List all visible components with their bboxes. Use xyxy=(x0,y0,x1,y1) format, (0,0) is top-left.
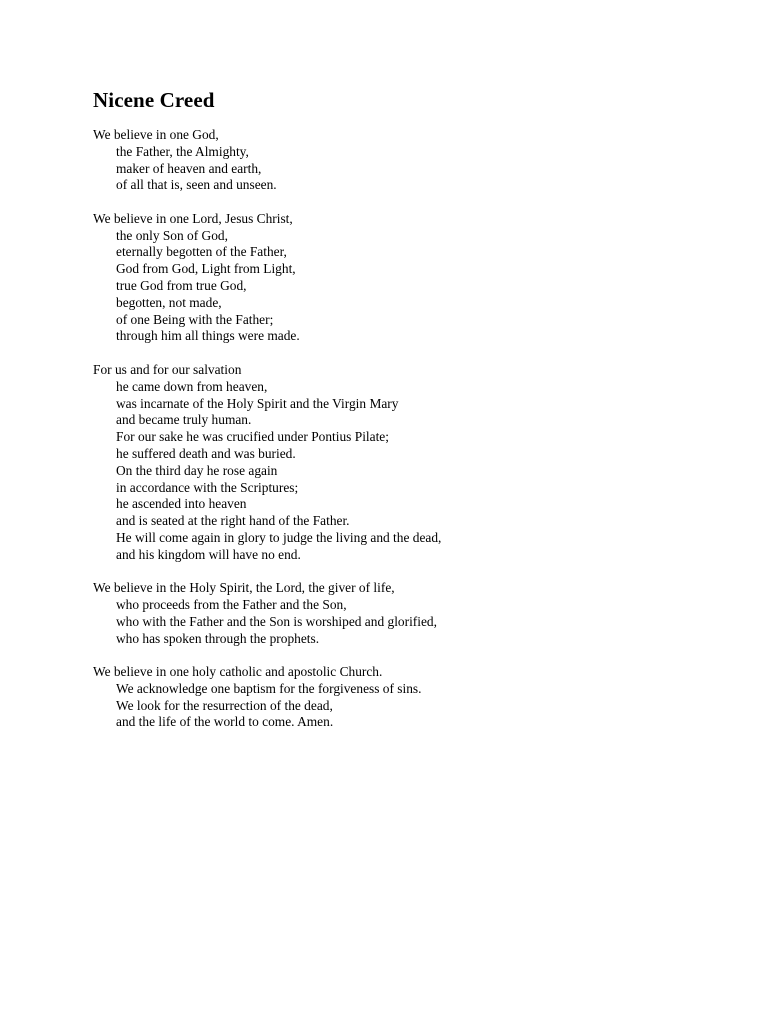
stanza-line: who has spoken through the prophets. xyxy=(116,630,320,646)
stanza-line: and is seated at the right hand of the Father. xyxy=(116,513,350,529)
stanza-line: was incarnate of the Holy Spirit and the Virgin Mary xyxy=(116,395,399,411)
stanza-line: We look for the resurrection of the dead, xyxy=(116,697,333,713)
stanza-line: in accordance with the Scriptures; xyxy=(116,479,299,495)
stanza-line: who proceeds from the Father and the Son, xyxy=(116,596,347,612)
stanza xyxy=(93,664,733,731)
stanza xyxy=(93,362,733,564)
stanza-lead-line: We believe in one Lord, Jesus Christ, xyxy=(93,210,293,226)
stanza-lead-line: We believe in one God, xyxy=(93,127,219,142)
stanza xyxy=(93,127,733,194)
stanza-line: of one Being with the Father; xyxy=(116,311,274,327)
stanza xyxy=(93,580,733,647)
stanza-line: He will come again in glory to judge the living and the dead, xyxy=(116,529,442,545)
stanza-line: For our sake he was crucified under Pontius Pilate; xyxy=(116,429,389,445)
stanza-line: through him all things were made. xyxy=(116,328,300,344)
stanza-line: of all that is, seen and unseen. xyxy=(116,177,277,193)
stanza-line: he came down from heaven, xyxy=(116,378,268,394)
stanza-line: eternally begotten of the Father, xyxy=(116,244,287,260)
stanza xyxy=(93,211,733,345)
stanza-line: true God from true God, xyxy=(116,278,247,294)
stanza-line: On the third day he rose again xyxy=(116,462,278,478)
document-page xyxy=(93,88,733,748)
stanza-line: maker of heaven and earth, xyxy=(116,160,262,176)
stanza-line: he suffered death and was buried. xyxy=(116,445,296,461)
stanza-line: he ascended into heaven xyxy=(116,496,247,512)
stanza-lead-line: We believe in one holy catholic and apostolic Church. xyxy=(93,664,383,680)
document-title: Nicene Creed xyxy=(93,88,215,112)
stanza-line: and became truly human. xyxy=(116,412,252,428)
stanza-line: begotten, not made, xyxy=(116,294,222,310)
stanza-lead-line: We believe in the Holy Spirit, the Lord, the giver of life, xyxy=(93,580,395,596)
stanza-line: and the life of the world to come. Amen. xyxy=(116,714,334,730)
stanza-line: the Father, the Almighty, xyxy=(116,143,249,159)
stanza-line: who with the Father and the Son is worshiped and glorified, xyxy=(116,613,437,629)
stanza-line: God from God, Light from Light, xyxy=(116,261,296,277)
stanza-line: the only Son of God, xyxy=(116,227,228,243)
stanza-line: We acknowledge one baptism for the forgiveness of sins. xyxy=(116,680,422,696)
stanza-line: and his kingdom will have no end. xyxy=(116,546,301,562)
stanza-lead-line: For us and for our salvation xyxy=(93,361,242,377)
